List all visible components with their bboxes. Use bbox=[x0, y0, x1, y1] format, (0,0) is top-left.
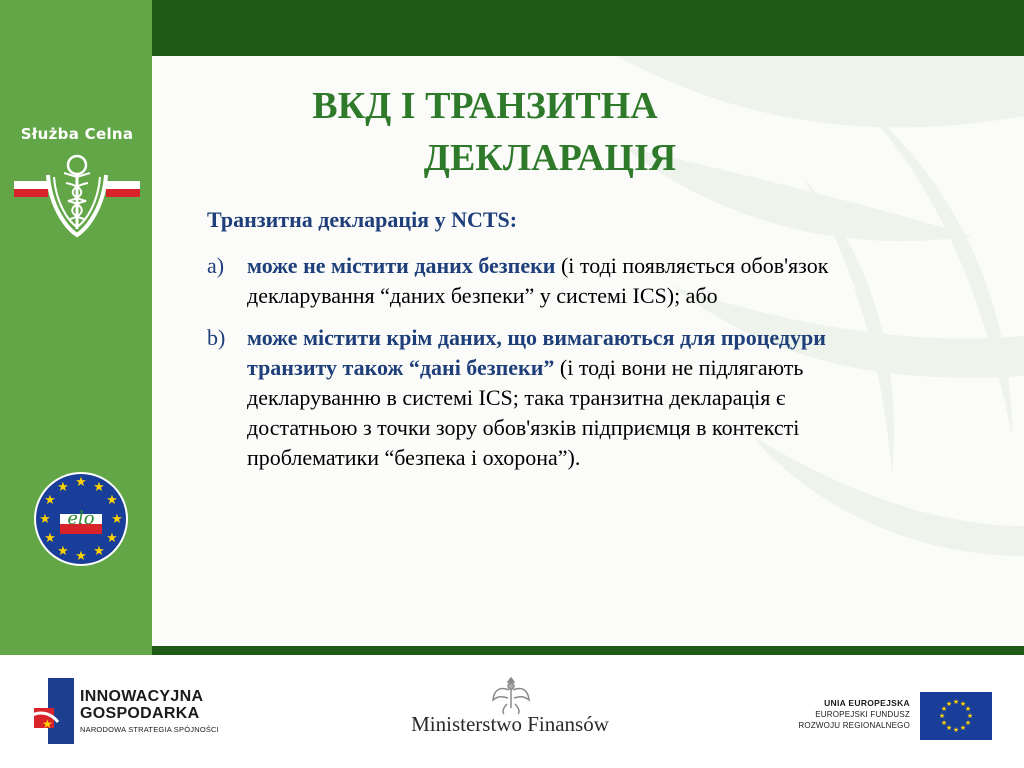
svg-text:★: ★ bbox=[940, 705, 948, 713]
svg-text:★: ★ bbox=[93, 480, 105, 495]
list-item-a bbox=[207, 251, 887, 311]
eu-line3: ROZWOJU REGIONALNEGO bbox=[798, 721, 910, 730]
ig-line1: INNOWACYJNA bbox=[80, 688, 204, 705]
eu-line2: EUROPEJSKI FUNDUSZ bbox=[815, 710, 910, 719]
eu-flag-icon bbox=[920, 692, 992, 740]
svg-text:★: ★ bbox=[75, 475, 87, 490]
eu-fund-text bbox=[730, 698, 910, 731]
customs-emblem-icon bbox=[10, 125, 144, 243]
list-marker-a: a) bbox=[207, 253, 225, 278]
svg-text:★: ★ bbox=[964, 719, 972, 727]
slide-title bbox=[200, 80, 890, 184]
slide-body bbox=[207, 205, 887, 485]
list-item-b-text: (і тоді вони не підлягають декларуванню в системі ICS; така транзитна декларація є достатньою з точки зору обов'язків підприємця в контексті проблематики “безпека і охорона”). bbox=[247, 355, 804, 470]
svg-text:★: ★ bbox=[938, 712, 946, 720]
top-bar bbox=[0, 0, 1024, 56]
svg-text:★: ★ bbox=[106, 493, 118, 508]
eu-elo-badge bbox=[32, 470, 130, 568]
customs-name: Służba Celna bbox=[20, 125, 134, 143]
svg-text:★: ★ bbox=[44, 493, 56, 508]
slide-title-line2: ДЕКЛАРАЦІЯ bbox=[423, 137, 677, 179]
svg-text:★: ★ bbox=[57, 480, 69, 495]
svg-text:★: ★ bbox=[75, 549, 87, 564]
svg-text:★: ★ bbox=[111, 512, 123, 527]
svg-text:★: ★ bbox=[964, 705, 972, 713]
svg-text:★: ★ bbox=[39, 512, 51, 527]
svg-text:★: ★ bbox=[959, 724, 967, 732]
list-item-b bbox=[207, 323, 887, 473]
eu-line1: UNIA EUROPEJSKA bbox=[824, 698, 910, 708]
polish-eagle-icon bbox=[490, 674, 532, 716]
list-item-b-emphasis: може містити крім даних, що вимагаються для процедури транзиту також “дані безпеки” bbox=[247, 325, 826, 380]
ministry-name: Ministerstwo Finansów bbox=[411, 712, 609, 736]
svg-text:★: ★ bbox=[940, 719, 948, 727]
innowacyjna-mark-icon bbox=[28, 678, 74, 744]
svg-text:★: ★ bbox=[106, 531, 118, 546]
slide-title-line1: ВКД І ТРАНЗИТНА bbox=[312, 85, 658, 127]
list-item-a-text: (і тоді появляється обов'язок декларування “даних безпеки” у системі ICS); або bbox=[247, 253, 829, 308]
svg-text:★: ★ bbox=[57, 544, 69, 559]
ig-line2: GOSPODARKA bbox=[80, 705, 200, 722]
svg-text:★: ★ bbox=[959, 700, 967, 708]
list-item-a-emphasis: може не містити даних безпеки bbox=[247, 253, 556, 278]
subheading: Транзитна декларація у NCTS: bbox=[207, 207, 518, 232]
svg-text:★: ★ bbox=[44, 531, 56, 546]
svg-text:★: ★ bbox=[945, 724, 953, 732]
svg-text:★: ★ bbox=[42, 717, 53, 731]
customs-logo bbox=[10, 125, 144, 243]
svg-text:★: ★ bbox=[966, 712, 974, 720]
svg-text:★: ★ bbox=[93, 544, 105, 559]
svg-text:★: ★ bbox=[952, 726, 960, 734]
bottom-divider bbox=[152, 646, 1024, 655]
innowacyjna-gospodarka-logo bbox=[28, 678, 228, 744]
eu-elo-badge-icon bbox=[32, 470, 130, 568]
list-marker-b: b) bbox=[207, 325, 226, 350]
badge-text: elo bbox=[67, 508, 95, 529]
svg-text:★: ★ bbox=[945, 700, 953, 708]
svg-text:★: ★ bbox=[952, 698, 960, 706]
ig-line3: NARODOWA STRATEGIA SPÓJNOŚCI bbox=[80, 725, 219, 734]
